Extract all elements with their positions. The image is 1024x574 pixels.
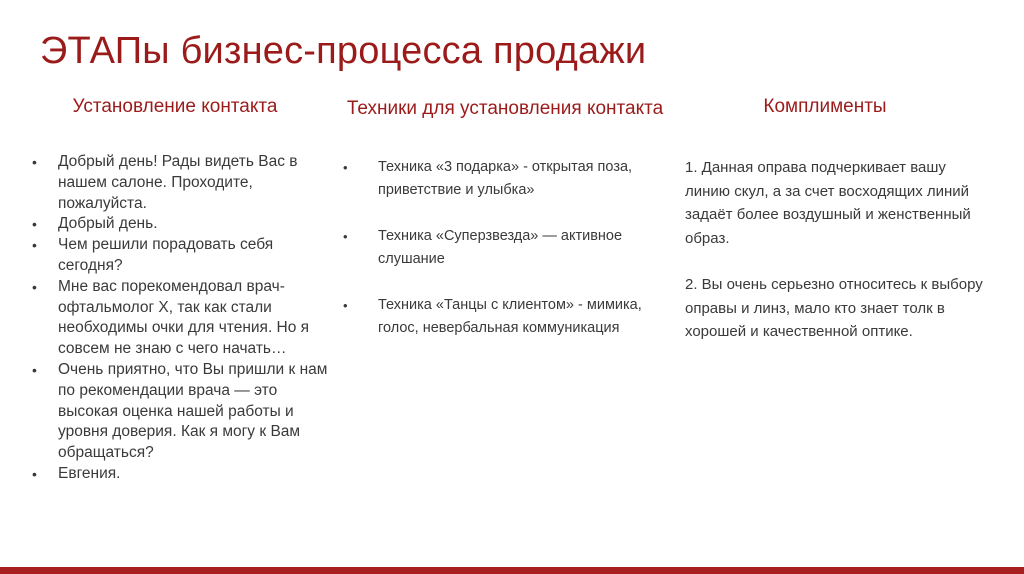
list-item: • Евгения. <box>28 464 328 485</box>
list-item: • Чем решили порадовать себя сегодня? <box>28 235 328 277</box>
list-item: • Техника «3 подарка» - открытая поза, приветствие и улыбка» <box>340 156 650 202</box>
list-item: • Техника «Танцы с клиентом» - мимика, голос, невербальная коммуникация <box>340 294 650 340</box>
techniques-list <box>340 156 650 363</box>
column-heading-techniques: Техники для установления контакта <box>346 98 664 119</box>
slide-title: ЭТАПы бизнес-процесса продажи <box>40 30 647 72</box>
list-item: • Добрый день! Рады видеть Вас в нашем салоне. Проходите, пожалуйста. <box>28 152 328 214</box>
list-item: • Очень приятно, что Вы пришли к нам по рекомендации врача — это высокая оценка нашей работы и уровня доверия. Как я могу к Вам обращаться? <box>28 360 328 464</box>
compliment-paragraph: 1. Данная оправа подчеркивает вашу линию скул, а за счет восходящих линий задаёт более воздушный и женственный образ. <box>685 159 971 247</box>
compliment-paragraph: 2. Вы очень серьезно относитесь к выбору оправы и линз, мало кто знает толк в хорошей и качественной оптике. <box>685 276 983 340</box>
compliments-text <box>685 156 985 367</box>
bottom-accent-bar <box>0 567 1024 574</box>
list-item: • Техника «Суперзвезда» — активное слушание <box>340 225 650 271</box>
list-item: • Добрый день. <box>28 214 328 235</box>
column-heading-compliments: Комплименты <box>763 96 887 117</box>
list-item: • Мне вас порекомендовал врач-офтальмолог Х, так как стали необходимы очки для чтения. Но я совсем не знаю с чего начать… <box>28 277 328 360</box>
contact-dialogue-list <box>28 152 328 485</box>
column-heading-contact: Установление контакта <box>72 96 278 117</box>
